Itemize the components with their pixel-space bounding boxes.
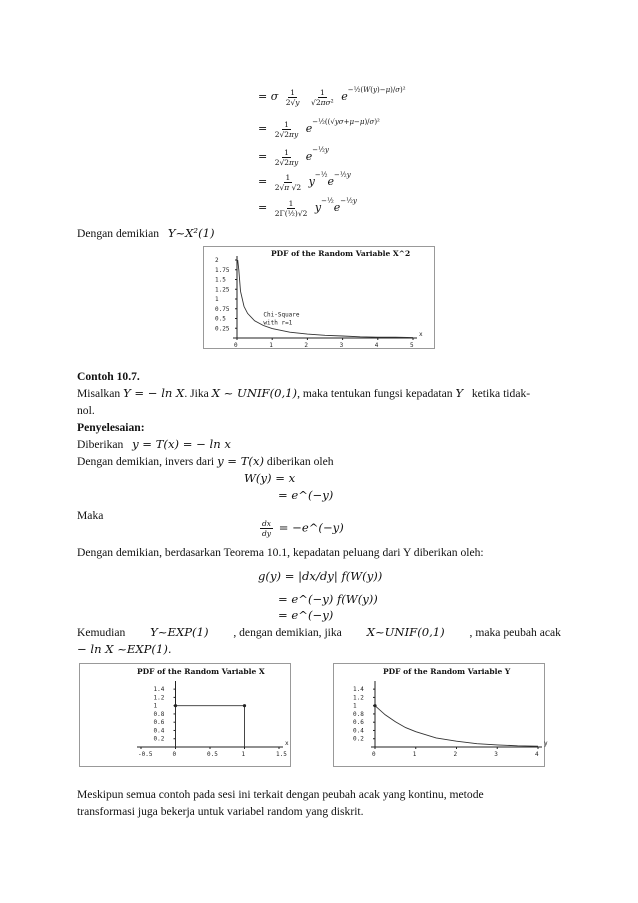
x-axis-label: y	[544, 740, 548, 747]
chart-uniform	[79, 663, 291, 767]
final-text-b: , dengan demikian, jika	[233, 626, 342, 639]
x-tick-label: 1	[412, 751, 417, 758]
g-line-2: = e^(−y) f(W(y))	[278, 592, 378, 606]
y-tick-label: 0.5	[215, 315, 226, 323]
y-tick-label: 1.2	[353, 694, 364, 702]
derivation-line-4: = $\frac{1}{2√\pi √2}$ $y^{-\frac{1}{2}}e^{-\frac{1}{2}y}$	[258, 171, 351, 192]
problem-line-1	[77, 386, 530, 401]
y-tick-label: 0.8	[353, 710, 364, 718]
deriv-rhs: = −e^(−y)	[278, 520, 344, 535]
chart-uniform-svg	[79, 663, 291, 767]
y-tick-label: 2	[215, 257, 219, 264]
x-tick-label: 1.5	[276, 751, 287, 758]
x-tick-label: 0	[234, 342, 238, 349]
y-tick-label: 0.8	[153, 710, 165, 718]
final-line-1	[77, 625, 561, 640]
theorem-line: Dengan demikian, berdasarkan Teorema 10.1, kepadatan peluang dari Y diberikan oleh:	[77, 546, 484, 559]
chart-frame	[80, 664, 291, 767]
y-tick-label: 1	[353, 702, 357, 710]
y-tick-label: 1.25	[215, 286, 230, 294]
problem-math-1: Y = − ln X	[123, 386, 185, 400]
x-tick-label: 4	[374, 342, 379, 349]
chart-exponential	[333, 663, 548, 767]
chart-exponential-svg	[333, 663, 548, 767]
final-text-a: Kemudian	[77, 626, 126, 639]
y-tick-label: 1.5	[215, 276, 226, 284]
final-line-2: − ln X ~EXP(1).	[77, 642, 172, 656]
y-tick-label: 1	[215, 296, 219, 303]
problem-mid: . Jika	[184, 387, 209, 400]
chart-title: PDF of the Random Variable X^2	[271, 249, 411, 258]
chart-annotation-line-2: with r=1	[263, 319, 293, 327]
conclusion-line	[77, 226, 215, 241]
final-math-a: Y~EXP(1)	[150, 625, 209, 639]
y-tick-label: 0.6	[353, 719, 364, 727]
data-point	[243, 704, 246, 707]
y-tick-label: 1.4	[153, 686, 165, 694]
y-tick-label: 1	[153, 702, 158, 710]
x-tick-label: 2	[304, 342, 309, 349]
x-tick-label: 0	[372, 751, 376, 758]
data-point	[174, 704, 177, 707]
given-math: y = T(x) = − ln x	[132, 437, 231, 451]
inverse-line	[77, 454, 334, 469]
closing-line-2: transformasi juga bekerja untuk variabel random yang diskrit.	[77, 805, 364, 818]
chart-frame	[334, 664, 545, 767]
y-tick-label: 0.6	[153, 719, 165, 727]
given-line	[77, 437, 231, 452]
inverse-prefix: Dengan demikian, invers dari	[77, 455, 215, 468]
g-line-1: g(y) = |dx/dy| f(W(y))	[258, 569, 383, 583]
x-tick-label: 1	[241, 751, 246, 758]
x-tick-label: -0.5	[138, 751, 153, 758]
problem-math-2: X ~ UNIF(0,1)	[211, 386, 298, 400]
solution-heading: Penyelesaian:	[77, 421, 145, 434]
chart-title: PDF of the Random Variable X	[137, 667, 265, 676]
x-tick-label: 3	[339, 342, 344, 349]
x-tick-label: 0.5	[207, 751, 218, 758]
x-tick-label: 2	[453, 751, 458, 758]
problem-math-3: Y	[455, 386, 464, 400]
y-tick-label: 0.2	[153, 735, 165, 743]
conclusion-text: Dengan demikian	[77, 227, 160, 240]
y-tick-label: 0.4	[353, 727, 364, 735]
problem-end: ketika tidak-	[471, 387, 531, 400]
problem-suffix: , maka tentukan fungsi kepadatan	[297, 387, 453, 400]
problem-line-2: nol.	[77, 404, 95, 417]
g-line-3: = e^(−y)	[278, 608, 334, 622]
derivation-line-5: = $\frac{1}{\text{2Γ(½)√2}}$ $y^{-\frac{1}{2}}e^{-\frac{1}{2}y}$	[258, 197, 357, 218]
problem-prefix: Misalkan	[77, 387, 121, 400]
y-tick-label: 1.75	[215, 266, 230, 274]
chart-chi-square	[203, 246, 435, 349]
x-tick-label: 4	[535, 751, 539, 758]
x-tick-label: 3	[494, 751, 498, 758]
final-math-b: X~UNIF(0,1)	[366, 625, 445, 639]
x-axis-label: x	[285, 740, 289, 747]
y-tick-label: 0.4	[153, 727, 165, 735]
chart-annotation-line-1: Chi-Square	[263, 311, 300, 319]
chart-title: PDF of the Random Variable Y	[383, 667, 511, 676]
x-tick-label: 0	[172, 751, 177, 758]
deriv-eq: $\frac{dx}{dy}$ = −e^(−y)	[262, 519, 344, 538]
data-point	[373, 704, 376, 707]
inverse-eq-2: = e^(−y)	[278, 488, 334, 502]
x-tick-label: 5	[410, 342, 414, 349]
maka-label: Maka	[77, 509, 104, 522]
inverse-eq-1: W(y) = x	[244, 471, 296, 485]
given-label: Diberikan	[77, 438, 124, 451]
closing-line-1: Meskipun semua contoh pada sesi ini terkait dengan peubah acak yang kontinu, metode	[77, 788, 484, 801]
x-tick-label: 1	[269, 342, 273, 349]
chart-chi-square-svg	[203, 246, 435, 349]
y-tick-label: 0.25	[215, 325, 230, 333]
inverse-suffix: diberikan oleh	[266, 455, 334, 468]
derivation-line-3: = $\frac{1}{2√2\pi y}$ $e^{-\frac{1}{2}y}$	[258, 146, 329, 167]
inverse-math: y = T(x)	[217, 454, 265, 468]
x-axis-label: x	[419, 331, 423, 338]
y-tick-label: 1.4	[353, 686, 364, 694]
conclusion-math: Y~X²(1)	[167, 226, 215, 240]
example-heading: Contoh 10.7.	[77, 370, 140, 383]
y-tick-label: 0.75	[215, 305, 230, 313]
y-tick-label: 0.2	[353, 735, 364, 743]
y-tick-label: 1.2	[153, 694, 165, 702]
derivation-line-1: = σ $\frac{1}{2√y}$ $\frac{1}{\text{√2πσ²}}$ $e^{-\frac{1}{2}(W(y)-\mu)/\sigma)^2}$	[258, 86, 406, 107]
derivation-line-2: = $\frac{1}{2√2\pi y}$ $e^{-\frac{1}{2}((√y\sigma+\mu-\mu)/\sigma)^2}$	[258, 118, 380, 139]
final-text-c: , maka peubah acak	[469, 626, 561, 639]
